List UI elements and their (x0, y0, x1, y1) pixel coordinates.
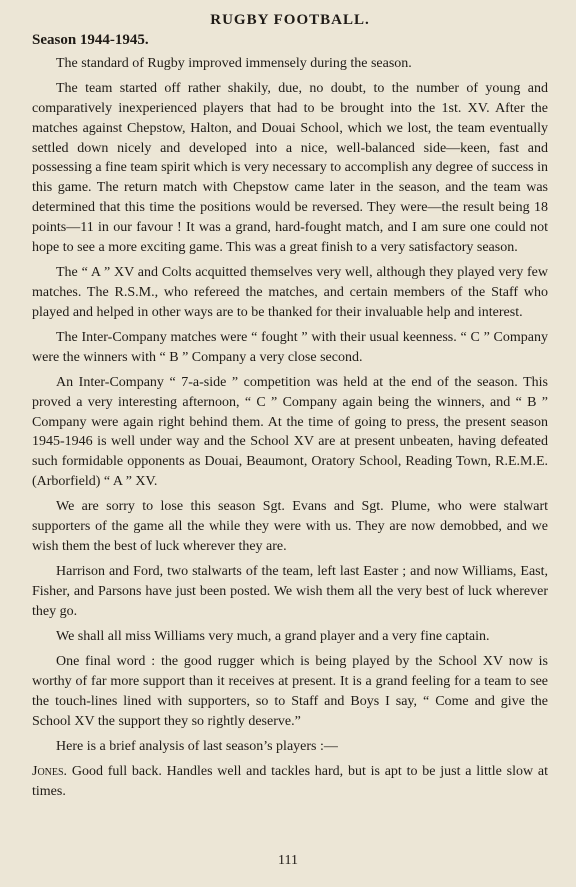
season-subheading: Season 1944-1945. (32, 32, 149, 48)
page-number: 111 (278, 853, 298, 868)
player-entry (32, 762, 548, 802)
paragraph: An Inter-Company “ 7-a-side ” competition was held at the end of the season. This proved a very interesting afternoon, “ C ” Company again being the winners, and “ B ” Company were again right behind them. At the time of going to press, the present season 1945-1946 is well under way and the School XV are at present unbeaten, having defeated such formidable opponents as Douai, Beaumont, Oratory School, Reading Town, R.E.M.E. (Arborfield) “ A ” XV. (32, 374, 548, 489)
paragraph: Here is a brief analysis of last season’s players :— (56, 739, 338, 754)
paragraph: We shall all miss Williams very much, a grand player and a very fine captain. (56, 629, 490, 645)
paragraph: The team started off rather shakily, due, no doubt, to the number of young and comparatively inexperienced players that had to be brought into the 1st. XV. After the matches against Chepstow, Halton, and Douai School, which we lost, the team eventually settled down nicely and developed into a nice, well-balanced side—keen, fast and possessing a fine team spirit which is very necessary to accomplish any degree of success in this game. The return match with Chepstow came later in the season, and the team was determined that this time the positions would be reversed. They were—the result being 18 points—11 in our favour ! It was a grand, hard-fought match, and I am sure one could not hope to see a more exciting game. This was a great finish to a very satisfactory season. (32, 81, 548, 255)
paragraph: The Inter-Company matches were “ fought ” with their usual keenness. “ C ” Company were the winners with “ B ” Company a very close second. (32, 329, 548, 365)
article (32, 10, 548, 807)
paragraph: The standard of Rugby improved immensely during the season. (56, 56, 412, 71)
paragraph: One final word : the good rugger which is being played by the School XV now is worthy of far more support than it receives at present. It is a grand feeling for a team to see the touch-lines lined with supporters, so to Staff and Boys I say, “ Come and give the School XV the support they so rightly deserve.” (32, 654, 548, 729)
player-description: Good full back. Handles well and tackles hard, but is apt to be just a little slow at times. (32, 764, 548, 800)
paragraph: Harrison and Ford, two stalwarts of the team, left last Easter ; and now Williams, East, Fisher, and Parsons have just been posted. We wish them all the very best of luck wherever they go. (32, 564, 548, 619)
paragraph: We are sorry to lose this season Sgt. Evans and Sgt. Plume, who were stalwart supporters of the game all the while they were with us. They are now demobbed, and we wish them the best of luck wherever they are. (32, 499, 548, 554)
paragraph: The “ A ” XV and Colts acquitted themselves very well, although they played very few matches. The R.S.M., who refereed the matches, and certain members of the Staff who played and helped in other ways are to be thanked for their invaluable help and interest. (32, 264, 548, 320)
article-heading: RUGBY FOOTBALL. (210, 12, 370, 28)
player-name: Jones. (32, 764, 68, 780)
